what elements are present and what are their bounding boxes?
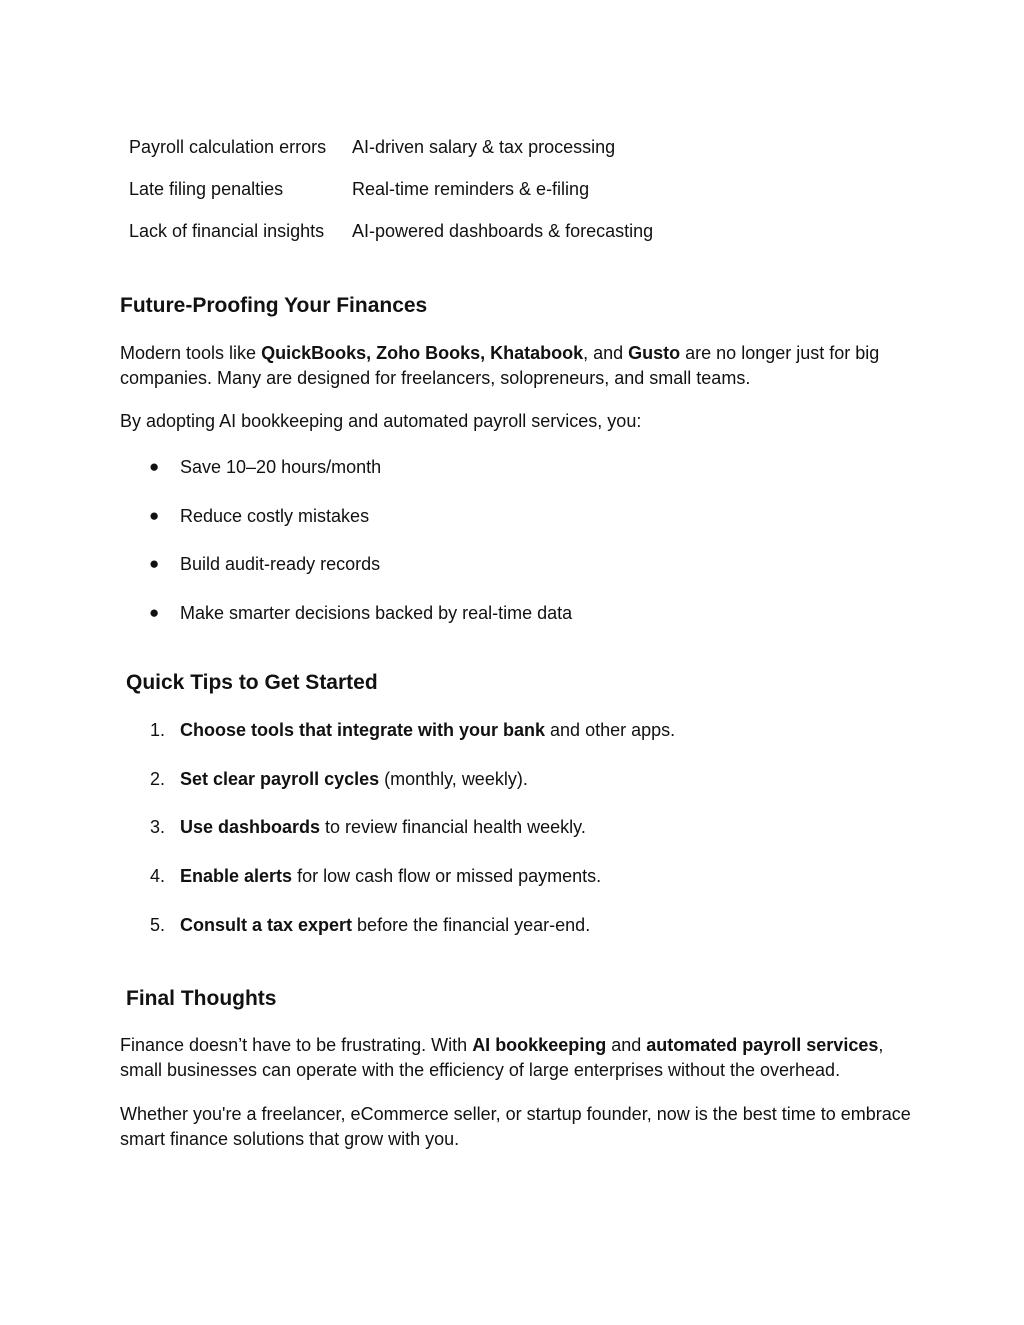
list-item-text: Make smarter decisions backed by real-time data	[180, 603, 573, 624]
bullet-icon: ●	[149, 554, 160, 574]
text-run: Finance doesn’t have to be frustrating. With	[120, 1035, 473, 1055]
table-cell-problem: Payroll calculation errors	[129, 136, 327, 157]
bullet-icon: ●	[149, 505, 160, 525]
section-heading-quick-tips: Quick Tips to Get Started	[126, 671, 378, 694]
table-cell-problem: Lack of financial insights	[129, 220, 325, 241]
list-number: 5.	[150, 914, 166, 935]
list-item	[120, 599, 572, 648]
text-run: , and	[583, 343, 629, 363]
text-run: before the financial year-end.	[352, 914, 591, 935]
text-run: for low cash flow or missed payments.	[292, 866, 602, 887]
text-run: Modern tools like	[120, 343, 262, 363]
list-item-text: Build audit-ready records	[180, 554, 381, 575]
paragraph-finance	[120, 1033, 920, 1082]
list-item	[120, 716, 675, 765]
table-cell-solution: Real-time reminders & e-filing	[352, 178, 590, 199]
list-item	[120, 813, 675, 862]
table-row	[120, 210, 653, 252]
bold-text-run: Use dashboards	[180, 817, 321, 838]
paragraph-adopting: By adopting AI bookkeeping and automated payroll services, you:	[120, 411, 642, 431]
bold-text-run: Choose tools that integrate with your bank	[180, 720, 546, 740]
text-run: to review financial health weekly.	[320, 817, 586, 838]
bullet-icon: ●	[149, 457, 160, 476]
paragraph-whether: Whether you're a freelancer, eCommerce seller, or startup founder, now is the best time to embrace smart finance solutions that grow with you.	[120, 1104, 911, 1149]
table-row	[120, 168, 653, 210]
list-item-text: Reduce costly mistakes	[180, 505, 370, 526]
list-item	[120, 502, 572, 551]
list-item	[120, 862, 675, 911]
list-item	[120, 453, 572, 502]
table-cell-problem: Late filing penalties	[129, 178, 284, 199]
paragraph-modern-tools	[120, 341, 920, 390]
bold-text-run: AI bookkeeping	[472, 1035, 607, 1055]
benefits-list	[120, 453, 572, 648]
bullet-icon: ●	[149, 603, 160, 623]
list-number: 4.	[150, 866, 166, 887]
table-row	[120, 126, 653, 168]
tips-list	[120, 716, 675, 959]
text-run: and other apps.	[545, 720, 676, 740]
bold-text-run: Consult a tax expert	[180, 914, 353, 935]
text-run: (monthly, weekly).	[379, 768, 528, 789]
bold-text-run: automated payroll services	[646, 1035, 879, 1055]
list-item	[120, 765, 675, 814]
comparison-table	[120, 126, 653, 252]
list-item	[120, 550, 572, 599]
list-number: 3.	[150, 817, 166, 838]
bold-text-run: Set clear payroll cycles	[180, 768, 380, 789]
list-item-text: Save 10–20 hours/month	[180, 457, 382, 477]
list-number: 1.	[150, 720, 166, 740]
bold-text-run: QuickBooks, Zoho Books, Khatabook	[261, 343, 584, 363]
list-number: 2.	[150, 768, 166, 789]
text-run: and	[606, 1035, 647, 1055]
table-cell-solution: AI-powered dashboards & forecasting	[352, 220, 654, 241]
list-item	[120, 911, 675, 960]
table-cell-solution: AI-driven salary & tax processing	[352, 136, 616, 157]
bold-text-run: Enable alerts	[180, 866, 293, 887]
text-run: are no longer just for big companies. Many are designed for freelancers, solopreneurs, and small teams.	[120, 343, 880, 388]
section-heading-future-proofing: Future-Proofing Your Finances	[120, 294, 428, 317]
bold-text-run: Gusto	[628, 343, 681, 363]
section-heading-final-thoughts: Final Thoughts	[126, 987, 277, 1010]
text-run: , small businesses can operate with the efficiency of large enterprises without the overhead.	[120, 1035, 884, 1080]
